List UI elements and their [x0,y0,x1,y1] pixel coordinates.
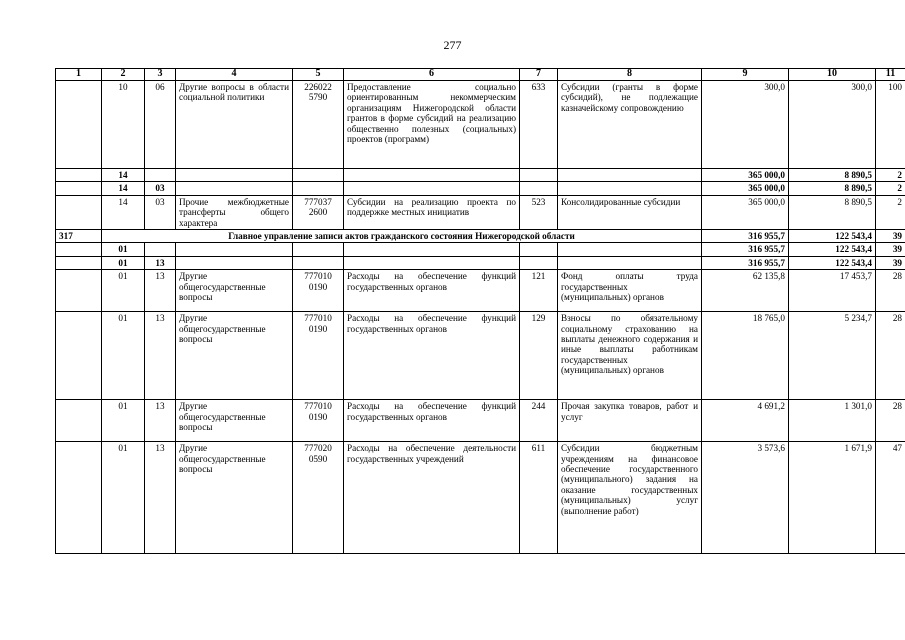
cell-section: 14 [102,182,145,195]
cell-expense-code: 523 [520,195,558,229]
cell-plan: 3 573,6 [702,442,789,554]
cell-expense-name [558,182,702,195]
cell-plan: 62 135,8 [702,270,789,312]
cell-subsection-name [176,182,293,195]
cell-section: 14 [102,195,145,229]
cell-admin [56,312,102,400]
table-row [56,195,905,229]
table-row [56,182,905,195]
cell-subsection: 03 [145,195,176,229]
cell-percent: 2 [876,169,905,182]
header-cell: 4 [176,69,293,81]
cell-subsection-name: Другие вопросы в области социальной политики [176,81,293,169]
cell-percent: 2 [876,195,905,229]
header-cell: 10 [789,69,876,81]
cell-target-name [344,256,520,269]
header-cell: 7 [520,69,558,81]
cell-target-name [344,182,520,195]
cell-expense-code: 611 [520,442,558,554]
cell-percent: 39 [876,230,905,243]
cell-target-code: 777010 0190 [293,312,344,400]
cell-target-code: 777020 0590 [293,442,344,554]
table-row [56,243,905,256]
cell-target-code [293,243,344,256]
cell-expense-code [520,243,558,256]
cell-expense-code [520,169,558,182]
cell-percent: 28 [876,270,905,312]
cell-target-code [293,169,344,182]
cell-subsection-name [176,169,293,182]
cell-target-name: Расходы на обеспечение функций государственных органов [344,312,520,400]
cell-expense-name [558,243,702,256]
page-number: 277 [443,38,462,52]
cell-expense-code: 121 [520,270,558,312]
cell-admin [56,169,102,182]
cell-admin [56,256,102,269]
cell-expense-code: 129 [520,312,558,400]
cell-expense-name: Взносы по обязательному социальному страхованию на выплаты денежного содержания и иные выплаты работникам государственных (муниципальных) органов [558,312,702,400]
cell-expense-code: 244 [520,400,558,442]
cell-actual: 122 543,4 [789,243,876,256]
cell-section: 10 [102,81,145,169]
cell-actual: 5 234,7 [789,312,876,400]
cell-subsection-name [176,256,293,269]
header-cell: 8 [558,69,702,81]
cell-expense-name [558,256,702,269]
cell-expense-code [520,182,558,195]
cell-section: 01 [102,442,145,554]
cell-actual: 300,0 [789,81,876,169]
cell-actual: 122 543,4 [789,230,876,243]
cell-subsection-name [176,243,293,256]
cell-subsection [145,169,176,182]
cell-section: 01 [102,243,145,256]
cell-plan: 365 000,0 [702,182,789,195]
cell-expense-code: 633 [520,81,558,169]
cell-target-code [293,182,344,195]
cell-percent: 100 [876,81,905,169]
cell-subsection: 13 [145,270,176,312]
table-row [56,312,905,400]
cell-plan: 300,0 [702,81,789,169]
cell-section: 01 [102,312,145,400]
cell-target-code [293,256,344,269]
cell-plan: 316 955,7 [702,243,789,256]
cell-subsection: 06 [145,81,176,169]
cell-subsection-name: Другие общегосударственные вопросы [176,270,293,312]
cell-subsection-name: Прочие межбюджетные трансферты общего характера [176,195,293,229]
cell-percent: 28 [876,400,905,442]
cell-target-code: 777037 2600 [293,195,344,229]
cell-plan: 316 955,7 [702,256,789,269]
table-row [56,270,905,312]
header-cell: 9 [702,69,789,81]
cell-subsection-name: Другие общегосударственные вопросы [176,442,293,554]
cell-admin [56,182,102,195]
cell-admin [56,195,102,229]
cell-plan: 4 691,2 [702,400,789,442]
cell-target-name: Расходы на обеспечение функций государственных органов [344,400,520,442]
cell-actual: 17 453,7 [789,270,876,312]
table-row [56,400,905,442]
agency-row [56,230,905,243]
cell-target-code: 777010 0190 [293,270,344,312]
header-cell: 2 [102,69,145,81]
table-row [56,442,905,554]
cell-subsection: 13 [145,400,176,442]
header-cell: 6 [344,69,520,81]
cell-percent: 28 [876,312,905,400]
cell-percent: 39 [876,243,905,256]
table-row [56,256,905,269]
table-row [56,169,905,182]
header-row [56,69,905,81]
cell-admin [56,81,102,169]
cell-subsection-name: Другие общегосударственные вопросы [176,400,293,442]
agency-title: Главное управление записи актов гражданского состояния Нижегородской области [102,230,702,243]
budget-table [55,68,905,554]
cell-actual: 1 671,9 [789,442,876,554]
cell-target-name: Расходы на обеспечение функций государственных органов [344,270,520,312]
cell-subsection: 03 [145,182,176,195]
header-cell: 5 [293,69,344,81]
cell-actual: 8 890,5 [789,182,876,195]
cell-plan: 365 000,0 [702,169,789,182]
cell-expense-name: Субсидии (гранты в форме субсидий), не подлежащие казначейскому сопровождению [558,81,702,169]
cell-expense-name: Субсидии бюджетным учреждениям на финансовое обеспечение государственного (муниципального) задания на оказание государственных (муниципальных) услуг (выполнение работ) [558,442,702,554]
cell-actual: 1 301,0 [789,400,876,442]
cell-expense-code [520,256,558,269]
cell-admin [56,270,102,312]
cell-section: 01 [102,270,145,312]
cell-target-name [344,243,520,256]
cell-target-code: 777010 0190 [293,400,344,442]
cell-plan: 18 765,0 [702,312,789,400]
cell-expense-name [558,169,702,182]
cell-target-name: Предоставление социально ориентированным некоммерческим организациям Нижегородской области грантов в форме субсидий на реализацию общественно полезных (социальных) проектов (программ) [344,81,520,169]
cell-target-name: Расходы на обеспечение деятельности государственных учреждений [344,442,520,554]
cell-admin [56,243,102,256]
cell-section: 14 [102,169,145,182]
cell-target-name [344,169,520,182]
cell-target-name: Субсидии на реализацию проекта по поддержке местных инициатив [344,195,520,229]
cell-percent: 2 [876,182,905,195]
cell-plan: 316 955,7 [702,230,789,243]
cell-section: 01 [102,400,145,442]
header-cell: 11 [876,69,905,81]
cell-subsection: 13 [145,256,176,269]
cell-percent: 47 [876,442,905,554]
cell-percent: 39 [876,256,905,269]
header-cell: 3 [145,69,176,81]
cell-plan: 365 000,0 [702,195,789,229]
cell-admin [56,400,102,442]
cell-actual: 8 890,5 [789,195,876,229]
cell-expense-name: Фонд оплаты труда государственных (муниципальных) органов [558,270,702,312]
cell-admin [56,442,102,554]
cell-subsection-name: Другие общегосударственные вопросы [176,312,293,400]
cell-section: 01 [102,256,145,269]
header-cell: 1 [56,69,102,81]
cell-subsection [145,243,176,256]
cell-admin: 317 [56,230,102,243]
cell-expense-name: Консолидированные субсидии [558,195,702,229]
cell-actual: 8 890,5 [789,169,876,182]
cell-target-code: 226022 5790 [293,81,344,169]
cell-subsection: 13 [145,312,176,400]
table-row [56,81,905,169]
cell-expense-name: Прочая закупка товаров, работ и услуг [558,400,702,442]
cell-subsection: 13 [145,442,176,554]
cell-actual: 122 543,4 [789,256,876,269]
